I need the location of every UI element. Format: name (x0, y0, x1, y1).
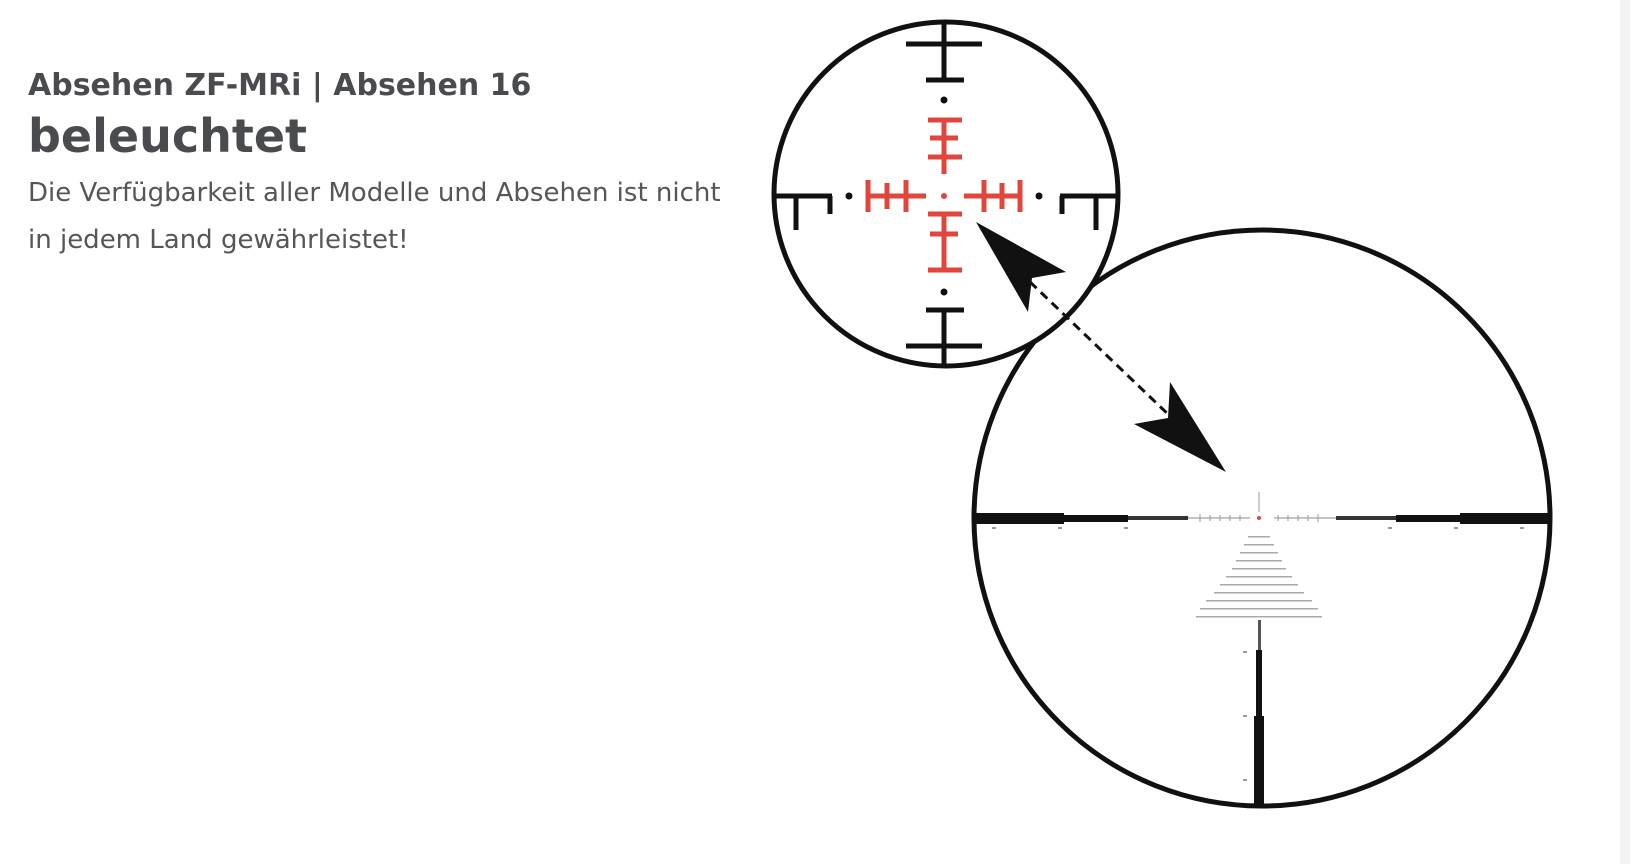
reticle-subtitle: beleuchtet (28, 109, 308, 163)
page-scrollbar[interactable] (1620, 0, 1630, 864)
reticle-title: Absehen ZF-MRi | Absehen 16 (28, 68, 532, 103)
availability-note-line-2: in jedem Land gewährleistet! (28, 225, 409, 255)
availability-note-line-1: Die Verfügbarkeit aller Modelle und Absehen ist nicht (28, 178, 721, 208)
